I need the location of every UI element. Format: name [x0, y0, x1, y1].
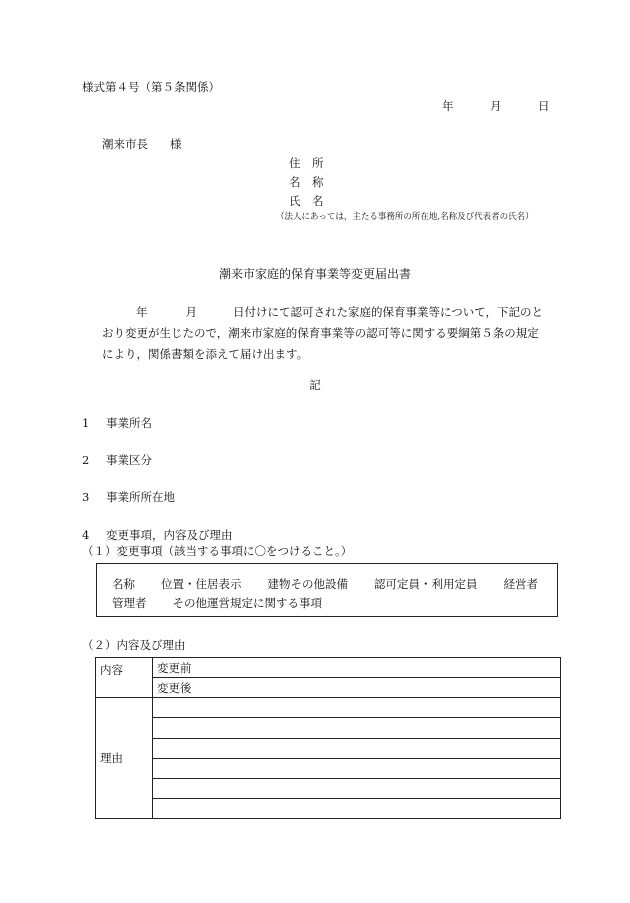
content-label: 内容 — [96, 658, 153, 698]
before-field[interactable]: 変更前 — [153, 658, 561, 678]
option-other[interactable]: その他運営規定に関する事項 — [172, 596, 322, 610]
option-location[interactable]: 位置・住居表示 — [161, 577, 242, 591]
sender-company-label: 名 称 — [289, 175, 324, 189]
reason-line[interactable] — [153, 758, 561, 778]
date-year: 年 — [442, 99, 454, 113]
reason-line[interactable] — [153, 738, 561, 758]
body-line-3: により，関係書類を添えて届け出ます。 — [102, 347, 309, 361]
change-options-box — [96, 563, 558, 617]
section2-heading: （２）内容及び理由 — [82, 638, 186, 652]
addressee-name: 潮来市長 — [102, 137, 148, 151]
reason-line[interactable] — [153, 718, 561, 738]
item-business-type: 2 事業区分 — [82, 453, 152, 467]
body-month: 月 — [185, 305, 197, 319]
form-number: 様式第４号（第５条関係） — [82, 80, 220, 94]
body-year: 年 — [136, 305, 148, 319]
body-line-1-text: 日付けにて認可された家庭的保育事業等について，下記のと — [233, 305, 544, 319]
body-line-2: おり変更が生じたので，潮来市家庭的保育事業等の認可等に関する要綱第５条の規定 — [102, 326, 539, 340]
addressee-honorific: 様 — [170, 137, 182, 151]
sender-note: （法人にあっては，主たる事務所の所在地,名称及び代表者の氏名） — [276, 212, 534, 222]
item-change-details: 4 変更事項，内容及び理由 — [82, 528, 233, 542]
section1-heading: （１）変更事項（該当する事項に〇をつけること。） — [82, 544, 353, 558]
reason-line[interactable] — [153, 798, 561, 818]
options-row-1 — [112, 576, 564, 592]
body-line-1 — [102, 302, 552, 323]
option-operator[interactable]: 経営者 — [503, 577, 538, 591]
reason-line[interactable] — [153, 778, 561, 798]
date-month: 月 — [490, 99, 502, 113]
item-business-name: 1 事業所名 — [82, 416, 152, 430]
reason-label: 理由 — [96, 698, 153, 819]
ki-heading: 記 — [309, 378, 321, 392]
option-building[interactable]: 建物その他設備 — [267, 577, 348, 591]
body-paragraph — [102, 302, 552, 365]
reason-line[interactable] — [153, 698, 561, 718]
date-day: 日 — [538, 99, 550, 113]
options-row-2 — [112, 595, 348, 611]
after-field[interactable]: 変更後 — [153, 678, 561, 698]
option-capacity[interactable]: 認可定員・利用定員 — [374, 577, 478, 591]
item-business-location: 3 事業所所在地 — [82, 490, 175, 504]
sender-name-label: 氏 名 — [289, 194, 324, 208]
option-manager[interactable]: 管理者 — [112, 596, 147, 610]
document-title: 潮来市家庭的保育事業等変更届出書 — [218, 267, 411, 281]
option-name[interactable]: 名称 — [112, 577, 135, 591]
content-reason-table — [95, 657, 561, 819]
sender-address-label: 住 所 — [289, 156, 324, 170]
addressee — [102, 139, 182, 151]
